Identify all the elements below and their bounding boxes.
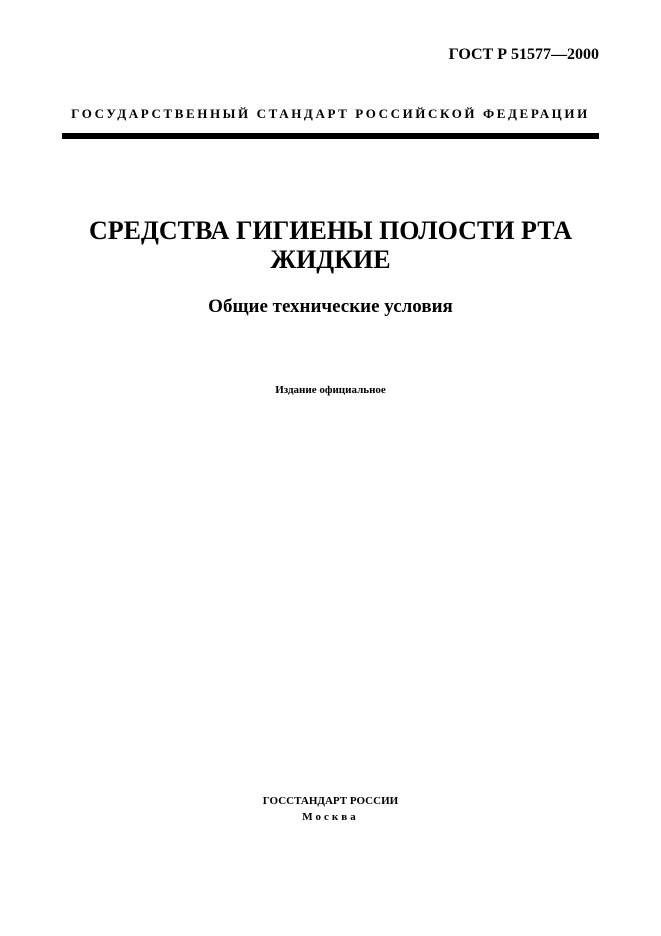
publisher-name: ГОССТАНДАРТ РОССИИ	[262, 795, 399, 807]
title-line-1: СРЕДСТВА ГИГИЕНЫ ПОЛОСТИ РТА	[88, 216, 573, 245]
document-subtitle: Общие технические условия	[208, 296, 453, 317]
publication-city: Москва	[302, 811, 359, 823]
header-rule	[62, 133, 599, 139]
document-header: ГОСУДАРСТВЕННЫЙ СТАНДАРТ РОССИЙСКОЙ ФЕДЕРАЦИИ	[71, 106, 590, 121]
standard-number: ГОСТ Р 51577—2000	[448, 46, 599, 63]
edition-label: Издание официальное	[275, 384, 386, 396]
document-title	[0, 216, 661, 274]
title-line-2: ЖИДКИЕ	[270, 245, 391, 274]
